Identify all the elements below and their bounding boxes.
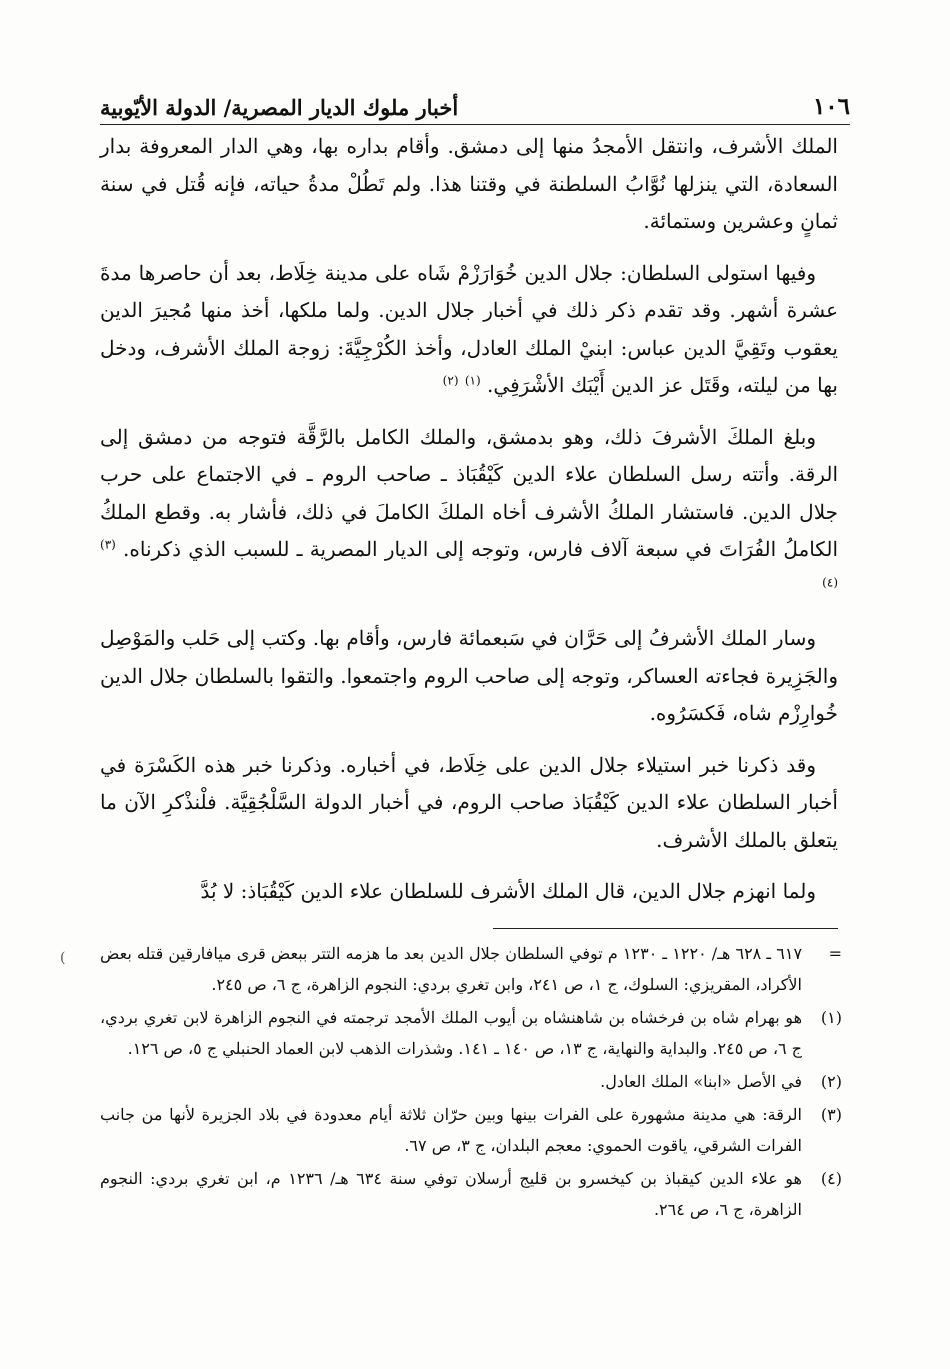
footnote-text: الرقة: هي مدينة مشهورة على الفرات بينها وبين حرّان ثلاثة أيام معدودة في بلاد الجزيرة لأنها من جانب الفرات الشرقي، ياقوت الحموي: معجم البلدان، ج ٣، ص ٦٧. <box>100 1105 803 1155</box>
footnote-mark: (٢) <box>820 1072 842 1091</box>
footnotes <box>100 938 842 1227</box>
footnote-2 <box>100 1066 842 1097</box>
footnote-mark: (٣) <box>820 1105 842 1124</box>
footnote-ref-3: (٣) <box>100 537 116 552</box>
footnote-3 <box>100 1099 842 1161</box>
paragraph-3 <box>100 419 838 607</box>
footnote-text: ٦١٧ ـ ٦٢٨ هـ/ ١٢٢٠ ـ ١٢٣٠ م توفي السلطان جلال الدين بعد ما هزمه التتر ببعض قرى ميافارقين قتله بعض الأكراد، المقريزي: السلوك، ج ١، ص ٢٤١، وابن تغري بردي: النجوم الزاهرة، ج ٦، ص ٢٤٥. <box>100 944 803 994</box>
footnote-1 <box>100 1002 842 1064</box>
footnote-ref-4: (٤) <box>822 574 838 589</box>
page-header <box>100 86 850 125</box>
footnote-ref-2: (٢) <box>442 373 459 388</box>
footnote-continuation <box>100 938 842 1000</box>
footnote-text: هو بهرام شاه بن فرخشاه بن شاهنشاه بن أيوب الملك الأمجد ترجمته في النجوم الزاهرة لابن تغري بردي، ج ٦، ص ٢٤٥. والبداية والنهاية، ج ١٣، ص ١٤٠ ـ ١٤١. وشذرات الذهب لابن العماد الحنبلي ج ٥، ص ١٢٦. <box>100 1008 802 1058</box>
paragraph-4: وسار الملك الأشرفُ إلى حَرَّان في سَبعمائة فارس، وأقام بها. وكتب إلى حَلب والمَوْصِل والجَزِيرة فجاءته العساكر، وتوجه إلى صاحب الروم واجتمعوا. والتقوا بالسلطان جلال الدين خُوارِزْم شاه، فَكسَرُوه. <box>100 626 838 725</box>
main-text <box>100 128 838 925</box>
footnote-ref-1: (١) <box>464 373 481 388</box>
page-number: ١٠٦ <box>812 93 850 120</box>
paragraph-2-text: وفيها استولى السلطان: جلال الدين خُوَارَزْمْ شَاه على مدينة خِلَاط، بعد أن حاصرها مدةَ عشرة أشهر. وقد تقدم ذكر ذلك في أخبار جلال الدين. ولما ملكها، أخذ منها مُجيرَ الدين يعقوب وتَقِيَّ الدين عباس: ابنيْ الملك العادل، وأخذ الكُرْجِيَّةَ: زوجة الملك الأشرف، ودخل بها من ليلته، وقَتَل عز الدين أَيْبَك الأشْرَفِي. <box>100 260 838 397</box>
footnote-mark: (٤) <box>820 1169 842 1188</box>
footnote-mark: (١) <box>820 1008 842 1027</box>
paragraph-1: الملك الأشرف، وانتقل الأمجدُ منها إلى دمشق. وأقام بداره بها، وهي الدار المعروفة بدار السعادة، التي ينزلها نُوَّابُ السلطنة في وقتنا هذا. ولم تَطُلْ مدةُ حياته، فإنه قُتل في سنة ثمانٍ وعشرين وستمائة. <box>100 134 838 233</box>
footnote-text: في الأصل «ابنا» الملك العادل. <box>600 1072 802 1091</box>
paragraph-6: ولما انهزم جلال الدين، قال الملك الأشرف للسلطان علاء الدين كَيْقُبَاذ: لا بُدَّ <box>200 879 816 903</box>
margin-mark: ) <box>60 950 66 966</box>
paragraph-2 <box>100 255 838 405</box>
paragraph-3-text: وبلغ الملكَ الأشرفَ ذلك، وهو بدمشق، والملك الكامل بالرَّقَّة فتوجه من دمشق إلى الرقة. وأتته رسل السلطان علاء الدين كَيْقُبَاذ ـ صاحب الروم ـ في الاجتماع على حرب جلال الدين. فاستشار الملكُ الأشرف أخاه الملكَ الكاملَ في ذلك، فأشار به. وقطع الملكُ الكاملُ الفُرَاتَ في سبعة آلاف فارس، وتوجه إلى الديار المصرية ـ للسبب الذي ذكرناه. <box>100 424 839 561</box>
footnote-divider <box>493 928 838 929</box>
footnote-text: هو علاء الدين كيقباذ بن كيخسرو بن قليج أرسلان توفي سنة ٦٣٤ هـ/ ١٢٣٦ م، ابن تغري بردي: النجوم الزاهرة، ج ٦، ص ٢٦٤. <box>100 1169 802 1219</box>
footnote-4 <box>100 1163 842 1225</box>
running-title: أخبار ملوك الديار المصرية/ الدولة الأيّوبية <box>100 95 459 120</box>
paragraph-5: وقد ذكرنا خبر استيلاء جلال الدين على خِلَاط، في أخباره. وذكرنا خبر هذه الكَسْرَة في أخبار السلطان علاء الدين كَيْقُبَاذ صاحب الروم، في أخبار الدولة السَّلْجُقِيَّة. فلْنذْكرِ الآن ما يتعلق بالملك الأشرف. <box>100 752 838 852</box>
footnote-mark: = <box>828 944 842 963</box>
